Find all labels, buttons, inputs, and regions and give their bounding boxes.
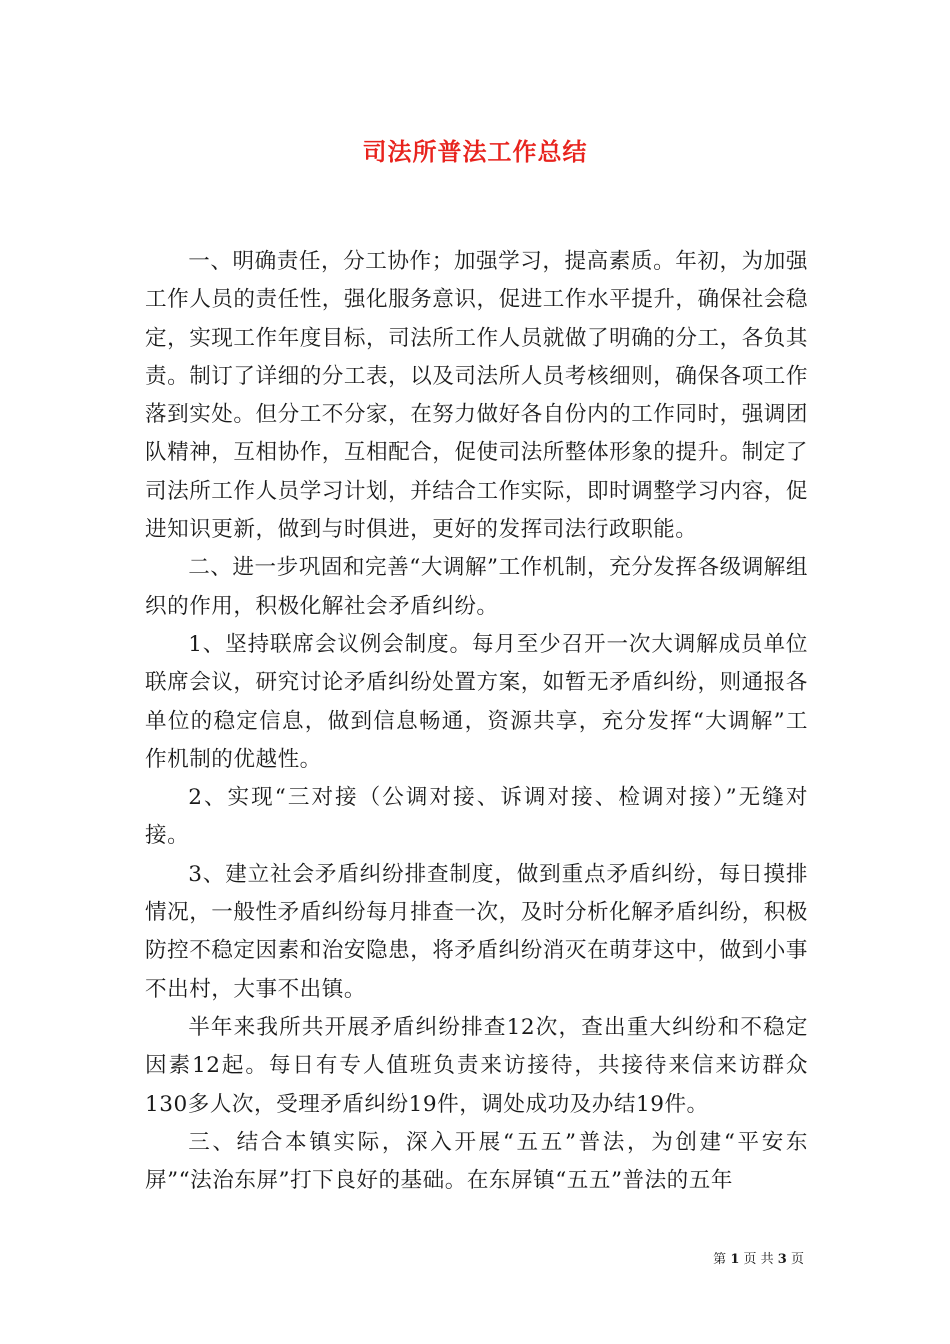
footer-prefix: 第 xyxy=(713,1252,727,1267)
document-title: 司法所普法工作总结 xyxy=(362,137,588,166)
document-body xyxy=(145,243,808,1200)
page-number-footer xyxy=(713,1248,804,1267)
paragraph-3: 1、坚持联席会议例会制度。每月至少召开一次大调解成员单位联席会议，研究讨论矛盾纠纷处置方案，如暂无矛盾纠纷，则通报各单位的稳定信息，做到信息畅通，资源共享，充分发挥“大调解”工作机制的优越性。 xyxy=(145,631,808,772)
footer-suffix: 页 xyxy=(790,1252,804,1267)
paragraph-1: 一、明确责任，分工协作；加强学习，提高素质。年初，为加强工作人员的责任性，强化服务意识，促进工作水平提升，确保社会稳定，实现工作年度目标，司法所工作人员就做了明确的分工，各负其责。制订了详细的分工表，以及司法所人员考核细则，确保各项工作落到实处。但分工不分家，在努力做好各自份内的工作同时，强调团队精神，互相协作，互相配合，促使司法所整体形象的提升。制定了司法所工作人员学习计划，并结合工作实际，即时调整学习内容，促进知识更新，做到与时俱进，更好的发挥司法行政职能。 xyxy=(145,249,808,543)
paragraph-7: 三、结合本镇实际，深入开展“五五”普法，为创建“平安东屏”“法治东屏”打下良好的基础。在东屏镇“五五”普法的五年 xyxy=(145,1129,808,1194)
paragraph-2: 二、进一步巩固和完善“大调解”工作机制，充分发挥各级调解组织的作用，积极化解社会矛盾纠纷。 xyxy=(145,555,808,619)
paragraph-5: 3、建立社会矛盾纠纷排查制度，做到重点矛盾纠纷，每日摸排情况，一般性矛盾纠纷每月排查一次，及时分析化解矛盾纠纷，积极防控不稳定因素和治安隐患，将矛盾纠纷消灭在萌芽这中，做到小事不出村，大事不出镇。 xyxy=(145,861,808,1002)
total-pages-number: 3 xyxy=(777,1252,787,1267)
current-page-number: 1 xyxy=(730,1252,740,1267)
paragraph-6: 半年来我所共开展矛盾纠纷排查12次，查出重大纠纷和不稳定因素12起。每日有专人值班负责来访接待，共接待来信来访群众130多人次，受理矛盾纠纷19件，调处成功及办结19件。 xyxy=(145,1014,808,1117)
footer-middle: 页 共 xyxy=(743,1252,774,1267)
paragraph-4: 2、实现“三对接（公调对接、诉调对接、检调对接）”无缝对接。 xyxy=(145,785,808,849)
